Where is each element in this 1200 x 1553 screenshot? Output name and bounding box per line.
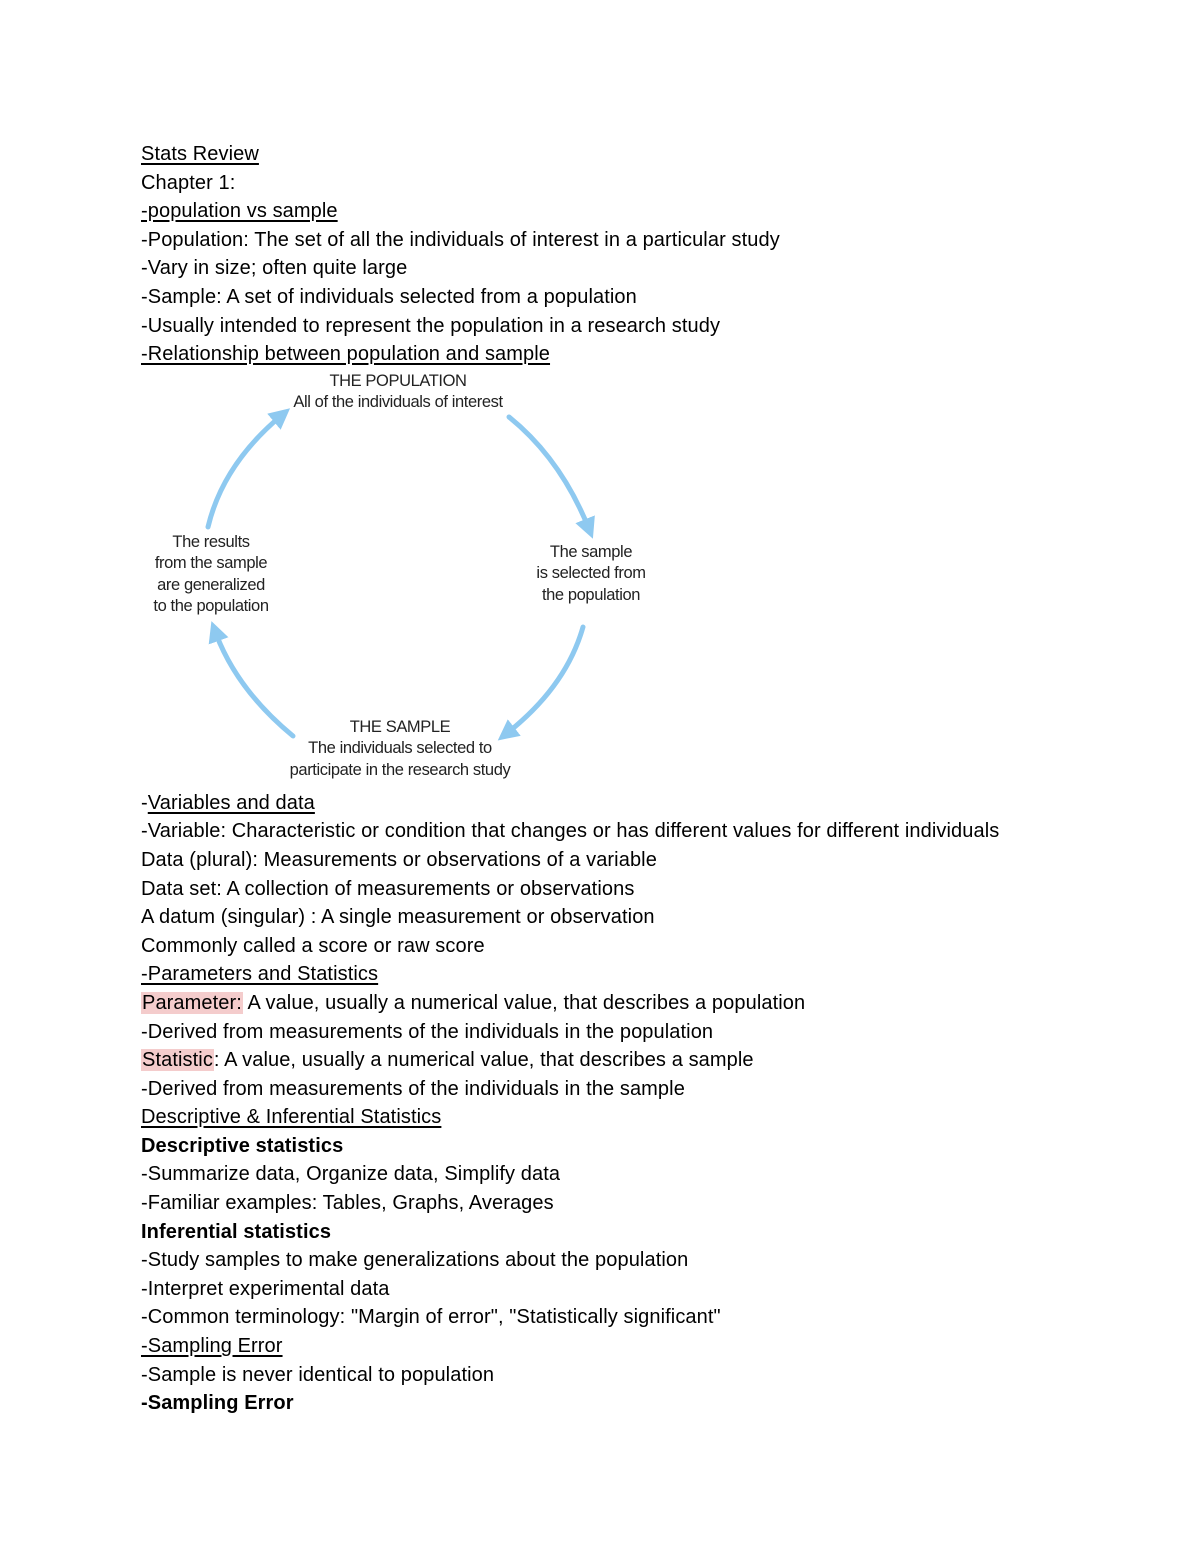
document-page: [141, 140, 1101, 1418]
chapter-label: Chapter 1:: [141, 171, 236, 194]
variables-heading: Variables and data: [147, 791, 315, 814]
variables-heading-line: [141, 789, 1101, 818]
descriptive-item-1: -Summarize data, Organize data, Simplify data: [141, 1163, 561, 1186]
diagram-selection-line-1: The sample: [549, 542, 633, 561]
arrow-population-to-sample-selection: [509, 417, 589, 529]
diagram-population-title: THE POPULATION: [329, 371, 467, 390]
data-definition: Data (plural): Measurements or observations of a variable: [141, 848, 657, 871]
pop-vs-sample-heading-line: [141, 197, 1101, 226]
diagram-generalization-line-1: The results: [172, 532, 250, 551]
diagram-generalization-line-2: from the sample: [154, 554, 268, 573]
variable-definition: -Variable: Characteristic or condition that changes or has different values for different individuals: [141, 820, 1000, 843]
statistic-term-highlight: Statistic: [142, 1049, 213, 1072]
parameter-derived-note: -Derived from measurements of the individuals in the population: [141, 1020, 714, 1043]
sampling-error-bold-heading: -Sampling Error: [141, 1392, 294, 1415]
diagram-sample-desc-1: The individuals selected to: [308, 739, 492, 758]
inferential-item-2: -Interpret experimental data: [141, 1277, 390, 1300]
datum-definition: A datum (singular) : A single measurement or observation: [141, 906, 655, 929]
diagram-generalization-line-4: to the population: [153, 597, 269, 616]
sample-definition: -Sample: A set of individuals selected from a population: [141, 285, 637, 308]
doc-title: Stats Review: [141, 143, 259, 165]
desc-inf-heading: Descriptive & Inferential Statistics: [141, 1106, 442, 1129]
desc-inf-heading-line: [141, 1103, 1101, 1132]
diagram-population-label: [278, 371, 518, 414]
sampling-error-heading-line: [141, 1332, 1101, 1361]
descriptive-item-2: -Familiar examples: Tables, Graphs, Averages: [141, 1192, 554, 1215]
statistic-definition-line: [141, 1046, 1101, 1075]
diagram-selection-line-3: the population: [541, 585, 641, 604]
inferential-item-1: -Study samples to make generalizations about the population: [141, 1249, 689, 1272]
relationship-heading-line: [141, 340, 1101, 369]
parameter-definition-line: [141, 989, 1101, 1018]
usually-intended-note: -Usually intended to represent the population in a research study: [141, 314, 721, 337]
pop-vs-sample-heading: -population vs sample: [141, 200, 338, 223]
vary-size-note: -Vary in size; often quite large: [141, 257, 408, 280]
diagram-sample-desc-2: participate in the research study: [289, 760, 511, 779]
arrow-generalization-to-population: [208, 415, 282, 527]
sampling-error-item: -Sample is never identical to population: [141, 1363, 495, 1386]
statistic-derived-note: -Derived from measurements of the individuals in the sample: [141, 1077, 685, 1100]
params-heading: -Parameters and Statistics: [141, 963, 379, 986]
population-sample-cycle-diagram: [141, 369, 1101, 789]
dataset-definition: Data set: A collection of measurements or observations: [141, 877, 635, 900]
commonly-called-note: Commonly called a score or raw score: [141, 934, 485, 957]
inferential-stats-heading: Inferential statistics: [141, 1220, 332, 1243]
params-heading-line: [141, 960, 1101, 989]
doc-title-line: [141, 140, 1101, 169]
sampling-error-heading: -Sampling Error: [141, 1335, 283, 1358]
diagram-selection-line-2: is selected from: [536, 564, 646, 583]
parameter-definition: A value, usually a numerical value, that describes a population: [242, 991, 806, 1014]
variables-heading-dash: -: [141, 791, 148, 814]
diagram-selection-label: [516, 542, 666, 607]
diagram-generalization-line-3: are generalized: [157, 575, 265, 594]
diagram-generalization-label: [136, 532, 286, 618]
population-definition: -Population: The set of all the individuals of interest in a particular study: [141, 228, 780, 251]
diagram-sample-label: [260, 717, 540, 782]
descriptive-stats-heading: Descriptive statistics: [141, 1134, 344, 1157]
inferential-item-3: -Common terminology: "Margin of error", "Statistically significant": [141, 1306, 721, 1329]
diagram-population-desc: All of the individuals of interest: [293, 393, 503, 412]
statistic-definition: : A value, usually a numerical value, that describes a sample: [213, 1049, 754, 1072]
relationship-heading: -Relationship between population and sample: [141, 343, 551, 366]
parameter-term-highlight: Parameter:: [142, 991, 242, 1014]
diagram-sample-title: THE SAMPLE: [349, 717, 451, 736]
